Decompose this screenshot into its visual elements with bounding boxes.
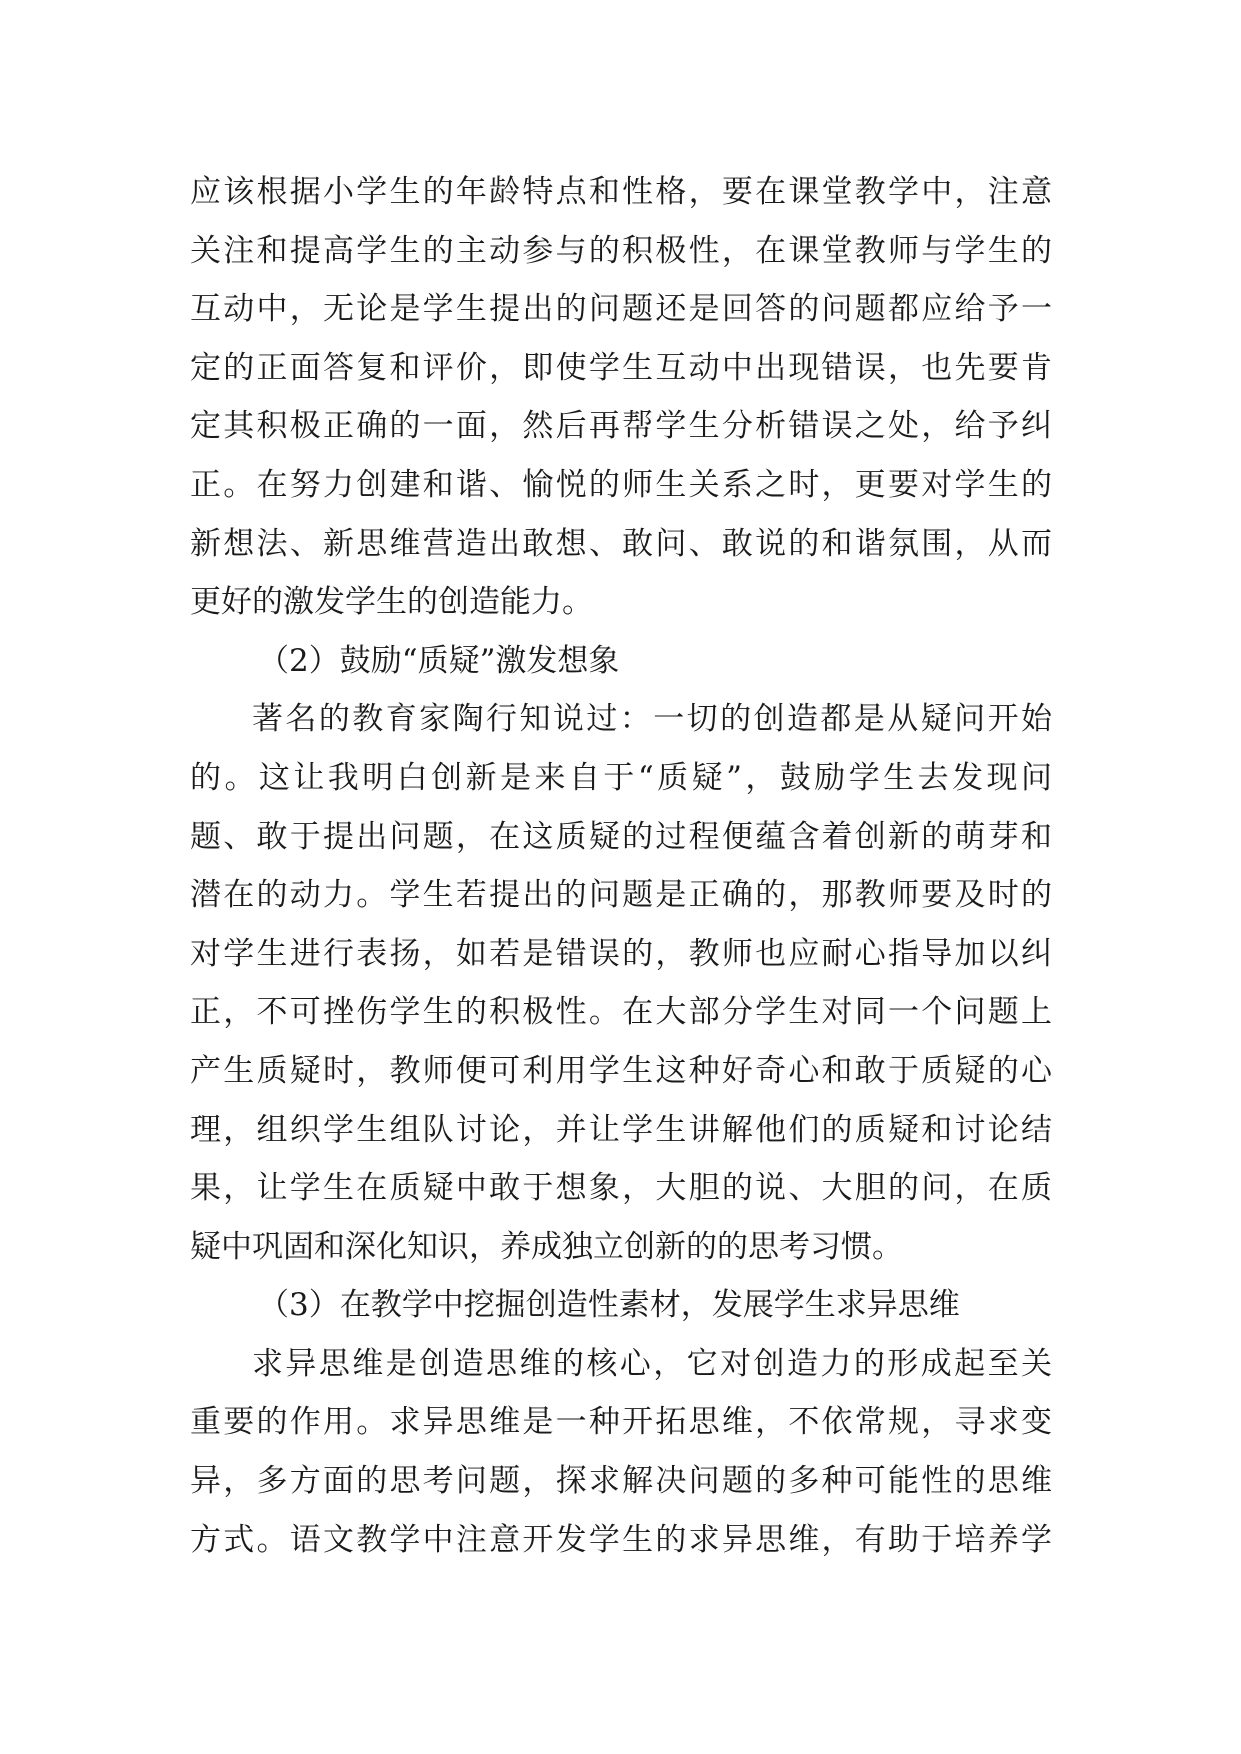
text-line: 果，让学生在质疑中敢于想象，大胆的说、大胆的问，在质: [190, 1170, 1052, 1207]
text-line: 定的正面答复和评价，即使学生互动中出现错误，也先要肯: [190, 349, 1052, 386]
section-heading: （2）鼓励“质疑”激发想象: [258, 642, 620, 679]
text-line: 方式。语文教学中注意开发学生的求异思维，有助于培养学: [190, 1521, 1052, 1558]
text-line: 疑中巩固和深化知识，养成独立创新的的思考习惯。: [190, 1228, 903, 1265]
text-line: 应该根据小学生的年龄特点和性格，要在课堂教学中，注意: [190, 174, 1052, 210]
text-line: 的。这让我明白创新是来自于“质疑”，鼓励学生去发现问: [190, 759, 1052, 796]
text-line: 重要的作用。求异思维是一种开拓思维，不依常规，寻求变: [190, 1404, 1052, 1441]
section-heading: （3）在教学中挖掘创造性素材，发展学生求异思维: [258, 1287, 960, 1324]
body-text: [190, 163, 1052, 1569]
text-line: 潜在的动力。学生若提出的问题是正确的，那教师要及时的: [190, 877, 1052, 914]
text-line: 关注和提高学生的主动参与的积极性，在课堂教师与学生的: [190, 232, 1052, 269]
text-line: 求异思维是创造思维的核心，它对创造力的形成起至关: [252, 1345, 1052, 1382]
text-line: 著名的教育家陶行知说过：一切的创造都是从疑问开始: [252, 701, 1052, 738]
text-line: 题、敢于提出问题，在这质疑的过程便蕴含着创新的萌芽和: [190, 818, 1052, 855]
text-line: 新想法、新思维营造出敢想、敢问、敢说的和谐氛围，从而: [190, 525, 1052, 562]
text-line: 对学生进行表扬，如若是错误的，教师也应耐心指导加以纠: [190, 935, 1052, 972]
text-line: 互动中，无论是学生提出的问题还是回答的问题都应给予一: [190, 291, 1052, 328]
text-line: 定其积极正确的一面，然后再帮学生分析错误之处，给予纠: [190, 408, 1052, 445]
text-line: 异，多方面的思考问题，探求解决问题的多种可能性的思维: [190, 1463, 1052, 1500]
text-line: 更好的激发学生的创造能力。: [190, 584, 593, 621]
text-line: 正。在努力创建和谐、愉悦的师生关系之时，更要对学生的: [190, 466, 1052, 503]
text-line: 产生质疑时，教师便可利用学生这种好奇心和敢于质疑的心: [190, 1052, 1052, 1089]
text-line: 理，组织学生组队讨论，并让学生讲解他们的质疑和讨论结: [190, 1111, 1052, 1148]
text-line: 正，不可挫伤学生的积极性。在大部分学生对同一个问题上: [190, 994, 1052, 1031]
